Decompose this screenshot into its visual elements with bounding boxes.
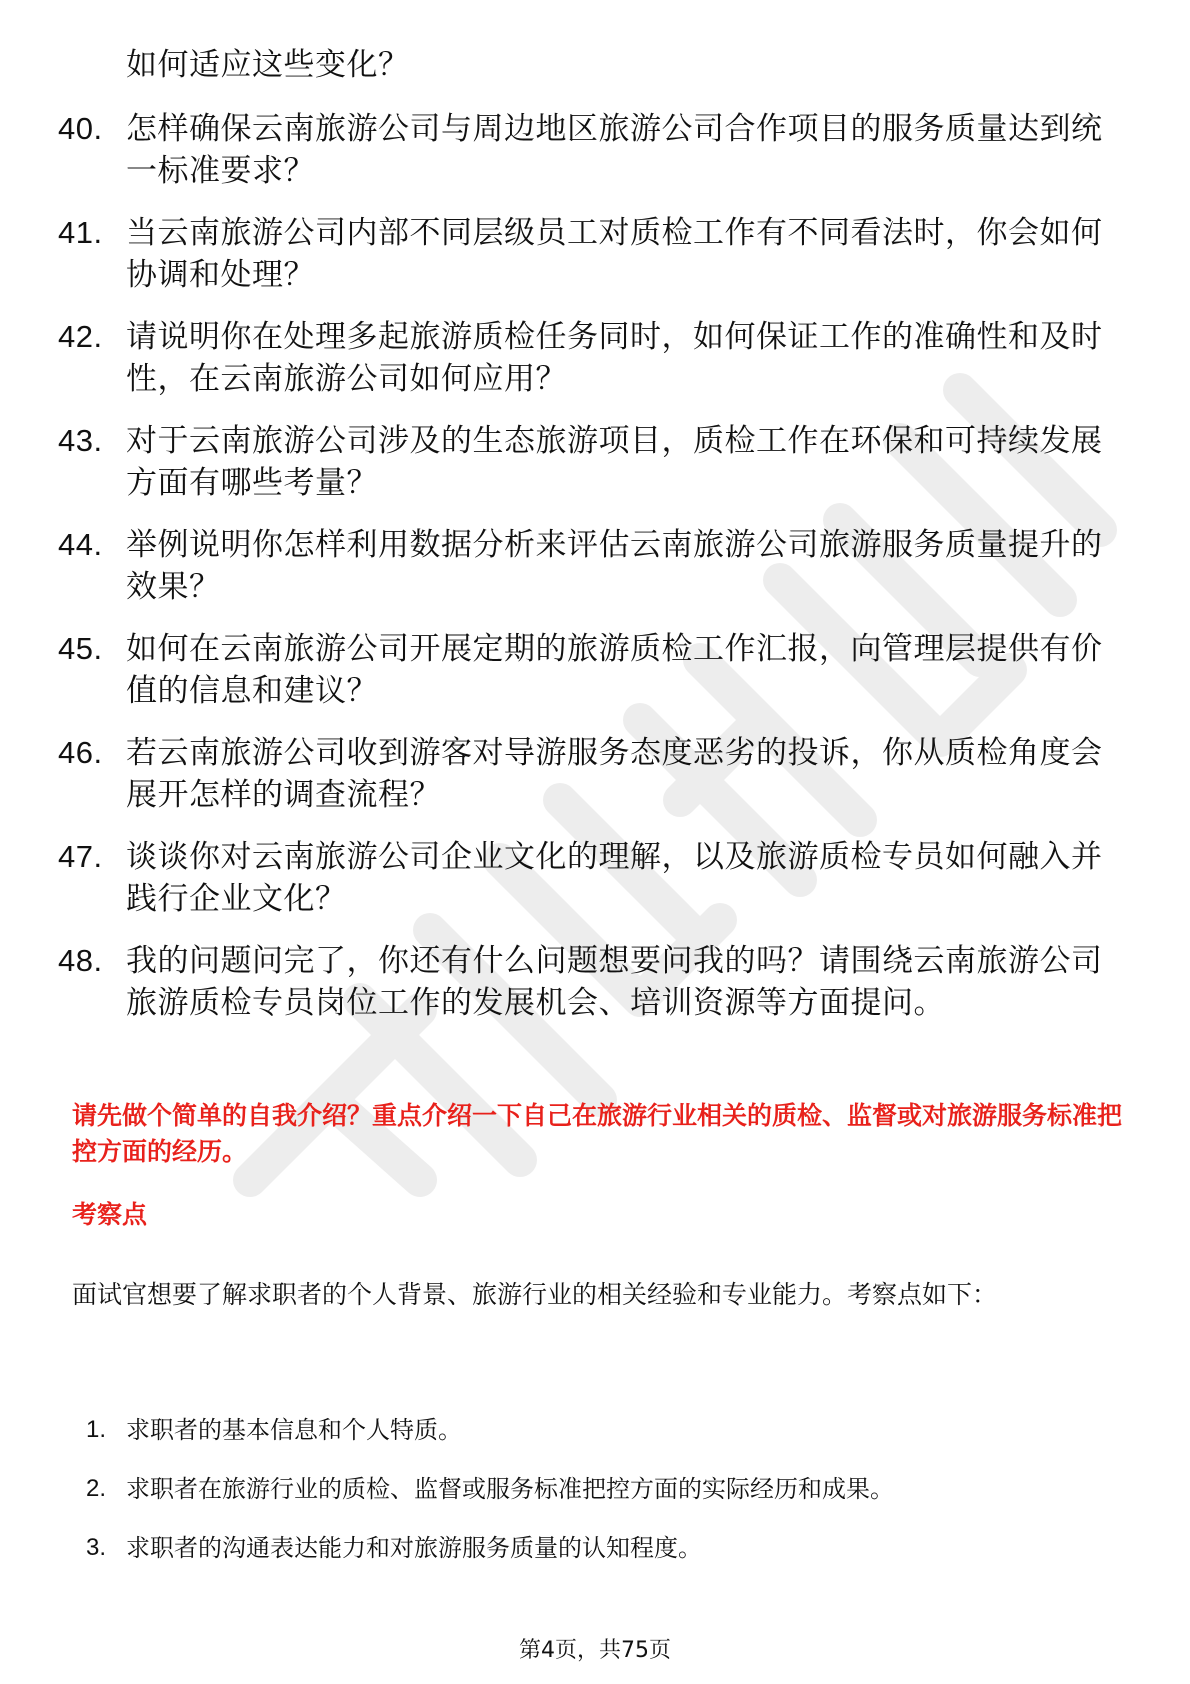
point-number: 2.	[86, 1475, 107, 1502]
page-footer: 第4页，共75页	[519, 1638, 671, 1663]
question-text: 若云南旅游公司收到游客对导游服务态度恶劣的投诉，你从质检角度会展开怎样的调查流程？	[126, 735, 1103, 813]
question-number: 45.	[58, 631, 103, 666]
question-text: 请说明你在处理多起旅游质检任务同时，如何保证工作的准确性和及时性，在云南旅游公司如何应用？	[126, 319, 1103, 397]
question-item	[58, 836, 1128, 920]
question-number: 42.	[58, 319, 103, 354]
question-text: 当云南旅游公司内部不同层级员工对质检工作有不同看法时，你会如何协调和处理？	[126, 215, 1103, 293]
assessment-points-list	[86, 1412, 1086, 1589]
intro-paragraph: 面试官想要了解求职者的个人背景、旅游行业的相关经验和专业能力。考察点如下：	[72, 1280, 998, 1309]
point-number: 1.	[86, 1416, 107, 1443]
question-text: 我的问题问完了，你还有什么问题想要问我的吗？请围绕云南旅游公司旅游质检专员岗位工作的发展机会、培训资源等方面提问。	[126, 943, 1103, 1021]
assessment-point	[86, 1471, 1086, 1507]
question-text: 如何在云南旅游公司开展定期的旅游质检工作汇报，向管理层提供有价值的信息和建议？	[126, 631, 1103, 709]
question-text: 对于云南旅游公司涉及的生态旅游项目，质检工作在环保和可持续发展方面有哪些考量？	[126, 423, 1103, 501]
question-number: 43.	[58, 423, 103, 458]
question-list	[58, 44, 1128, 1044]
question-number: 40.	[58, 111, 103, 146]
question-item	[58, 628, 1128, 712]
point-text: 求职者的基本信息和个人特质。	[126, 1416, 462, 1444]
point-text: 求职者在旅游行业的质检、监督或服务标准把控方面的实际经历和成果。	[126, 1475, 894, 1503]
question-item	[58, 316, 1128, 400]
question-item	[58, 212, 1128, 296]
question-item	[58, 524, 1128, 608]
question-text: 如何适应这些变化？	[126, 47, 410, 83]
question-number: 41.	[58, 215, 103, 250]
question-number: 48.	[58, 943, 103, 978]
point-text: 求职者的沟通表达能力和对旅游服务质量的认知程度。	[126, 1534, 702, 1562]
question-item	[58, 940, 1128, 1024]
point-number: 3.	[86, 1534, 107, 1561]
question-number: 47.	[58, 839, 103, 874]
highlight-question: 请先做个简单的自我介绍？重点介绍一下自己在旅游行业相关的质检、监督或对旅游服务标准把控方面的经历。	[72, 1101, 1123, 1166]
question-text: 举例说明你怎样利用数据分析来评估云南旅游公司旅游服务质量提升的效果？	[126, 527, 1103, 605]
question-number: 44.	[58, 527, 103, 562]
assessment-point	[86, 1412, 1086, 1448]
question-text: 谈谈你对云南旅游公司企业文化的理解，以及旅游质检专员如何融入并践行企业文化？	[126, 839, 1103, 917]
section-heading: 考察点	[72, 1200, 148, 1229]
question-number: 46.	[58, 735, 103, 770]
question-item	[58, 732, 1128, 816]
assessment-point	[86, 1530, 1086, 1566]
question-text: 怎样确保云南旅游公司与周边地区旅游公司合作项目的服务质量达到统一标准要求？	[126, 111, 1103, 189]
question-item	[58, 44, 1128, 86]
question-item	[58, 420, 1128, 504]
question-item	[58, 108, 1128, 192]
